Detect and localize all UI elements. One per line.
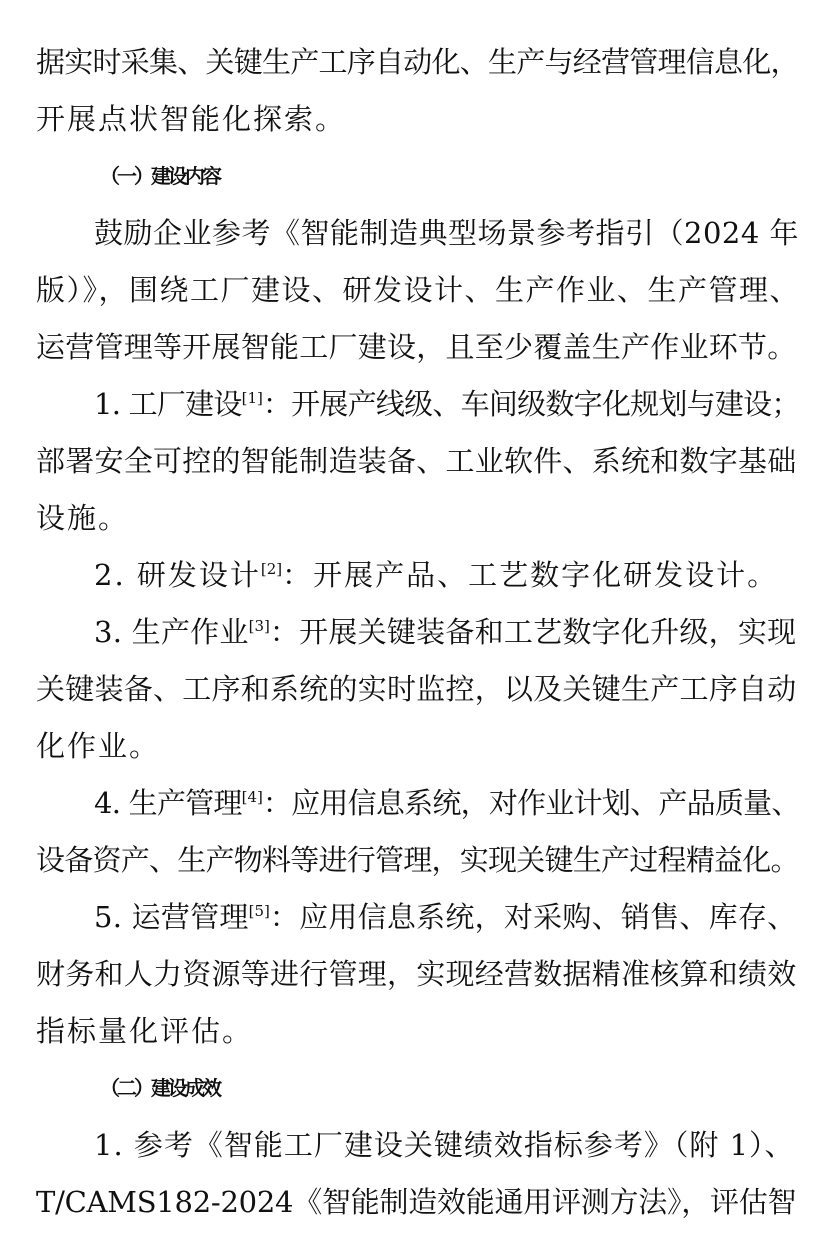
paragraph-line: 开展点状智能化探索。 bbox=[36, 102, 347, 136]
footnote-ref[interactable]: [5] bbox=[248, 902, 270, 920]
paragraph-line: 部署安全可控的智能制造装备、工业软件、系统和数字基础 bbox=[36, 444, 797, 478]
paragraph-line: 财务和人力资源等进行管理，实现经营数据精准核算和绩效 bbox=[36, 957, 797, 991]
list-item-first-line bbox=[94, 555, 794, 595]
item-text: ：应用信息系统，对作业计划、产品质量、 bbox=[262, 786, 800, 820]
list-item-first-line bbox=[94, 384, 800, 424]
paragraph-line: 版）》，围绕工厂建设、研发设计、生产作业、生产管理、 bbox=[36, 273, 801, 307]
list-item-first-line bbox=[94, 783, 800, 823]
item-text: ：开展关键装备和工艺数字化升级，实现 bbox=[269, 615, 797, 649]
section-heading: （一）建设内容 bbox=[100, 164, 219, 188]
paragraph-line: 化作业。 bbox=[36, 729, 161, 763]
item-text: ：开展产线级、车间级数字化规划与建设； bbox=[262, 387, 800, 421]
paragraph-line: 1. 参考《智能工厂建设关键绩效指标参考》（附 1）、 bbox=[94, 1128, 795, 1162]
paragraph-line: 关键装备、工序和系统的实时监控，以及关键生产工序自动 bbox=[36, 672, 797, 706]
footnote-ref[interactable]: [2] bbox=[260, 560, 283, 578]
list-item-first-line bbox=[94, 897, 797, 937]
footnote-ref[interactable]: [3] bbox=[248, 617, 270, 635]
footnote-ref[interactable]: [1] bbox=[241, 389, 263, 407]
item-number: 1. bbox=[94, 387, 121, 421]
item-text: ：应用信息系统，对采购、销售、库存、 bbox=[269, 900, 797, 934]
item-term: 生产管理 bbox=[128, 786, 242, 820]
item-term: 生产作业 bbox=[131, 615, 249, 649]
item-term: 工厂建设 bbox=[128, 387, 242, 421]
item-term: 研发设计 bbox=[136, 558, 261, 592]
paragraph-line: 指标量化评估。 bbox=[36, 1014, 254, 1048]
item-number: 2. bbox=[94, 558, 126, 592]
item-number: 3. bbox=[94, 615, 123, 649]
item-number: 5. bbox=[94, 900, 123, 934]
paragraph-line: T/CAMS182-2024《智能制造效能通用评测方法》，评估智 bbox=[36, 1185, 797, 1219]
item-text: ：开展产品、工艺数字化研发设计。 bbox=[282, 558, 779, 592]
item-number: 4. bbox=[94, 786, 121, 820]
paragraph-line: 鼓励企业参考《智能制造典型场景参考指引（2024 年 bbox=[94, 216, 800, 250]
paragraph-line: 设施。 bbox=[36, 501, 130, 535]
item-term: 运营管理 bbox=[131, 900, 249, 934]
list-item-first-line bbox=[94, 612, 797, 652]
paragraph-line: 据实时采集、关键生产工序自动化、生产与经营管理信息化， bbox=[36, 45, 799, 79]
paragraph-line: 设备资产、生产物料等进行管理，实现关键生产过程精益化。 bbox=[36, 843, 799, 877]
section-heading: （二）建设成效 bbox=[100, 1076, 219, 1100]
footnote-ref[interactable]: [4] bbox=[241, 788, 263, 806]
paragraph-line: 运营管理等开展智能工厂建设，且至少覆盖生产作业环节。 bbox=[36, 330, 797, 364]
